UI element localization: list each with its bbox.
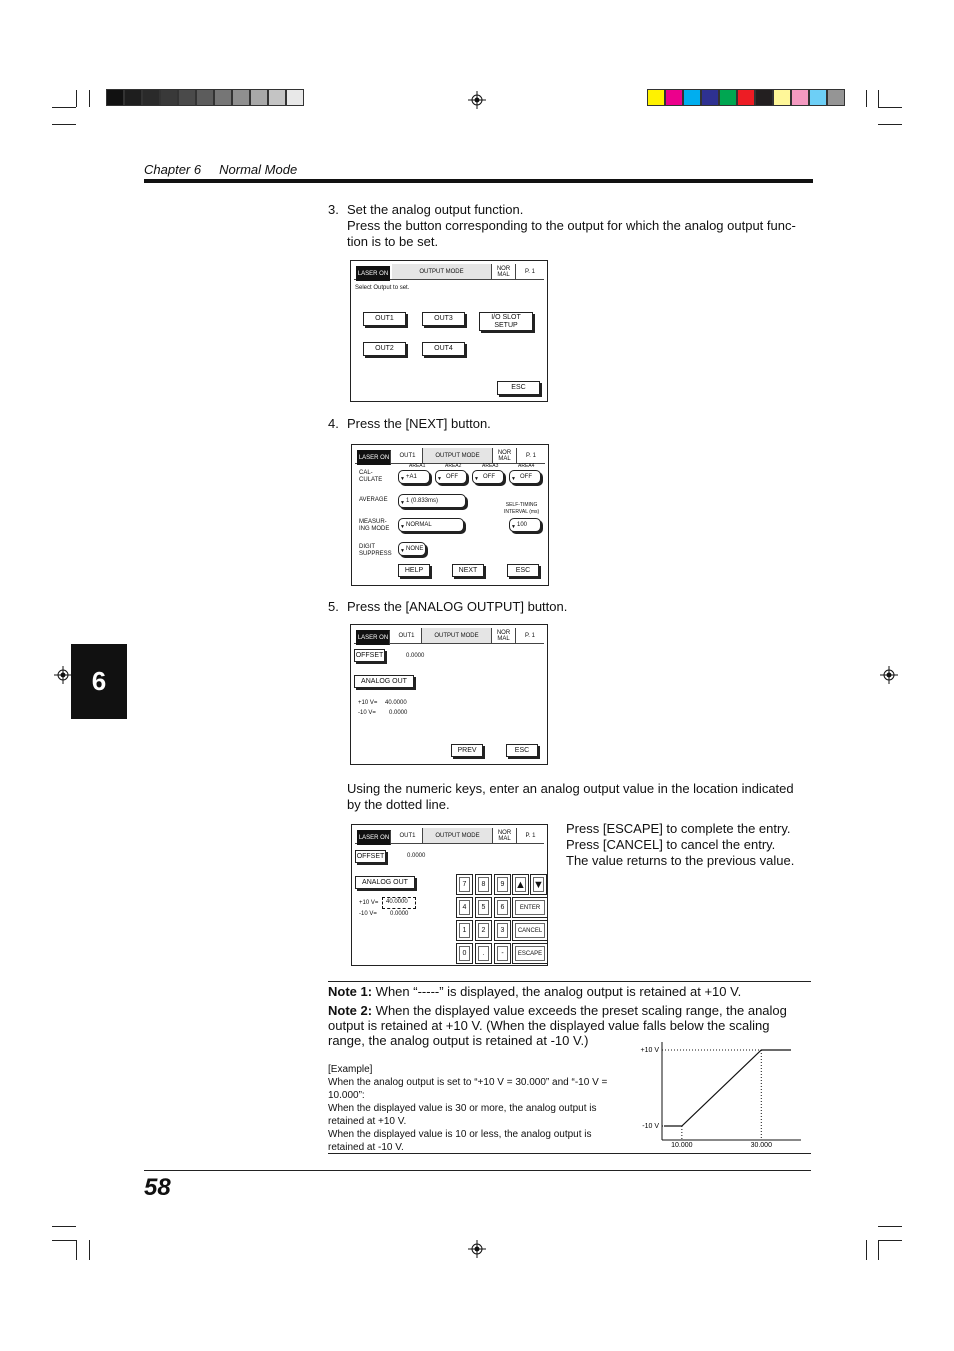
normal-indicator: NOR MAL bbox=[492, 628, 516, 643]
gray-swatch bbox=[124, 89, 142, 106]
dropdown-arrow-icon: ▼ bbox=[437, 476, 442, 482]
digit-suppress-select[interactable] bbox=[398, 542, 426, 556]
prev-button[interactable]: PREV bbox=[451, 744, 483, 757]
revert-line: The value returns to the previous value. bbox=[566, 853, 795, 868]
process-color-swatch bbox=[809, 89, 827, 106]
step-5 bbox=[328, 599, 808, 615]
area1-value: +A1 bbox=[406, 474, 417, 480]
output-select-screen bbox=[350, 260, 548, 402]
step-text: Press the [ANALOG OUTPUT] button. bbox=[347, 599, 568, 614]
page-indicator: P. 1 bbox=[525, 832, 536, 839]
chapter-tab: 6 bbox=[71, 644, 127, 719]
gray-swatch bbox=[160, 89, 178, 106]
gray-swatch bbox=[250, 89, 268, 106]
example-block bbox=[328, 1063, 628, 1154]
numeric-instruction: Using the numeric keys, enter an analog output value in the location indicated by the dotted line. bbox=[347, 781, 794, 812]
screen-status-bar bbox=[355, 448, 545, 464]
key-9[interactable]: 9 bbox=[494, 874, 511, 895]
step-text: Set the analog output function. bbox=[347, 202, 524, 217]
area1-label: AREA1 bbox=[409, 463, 426, 469]
registration-mark-top bbox=[468, 91, 486, 109]
mode-label: OUTPUT MODE bbox=[423, 828, 493, 843]
analog-output-screen bbox=[350, 624, 548, 765]
measuring-mode-value: NORMAL bbox=[406, 522, 432, 528]
x-tick-label: 30.000 bbox=[750, 1142, 772, 1149]
self-timing-value: 100 bbox=[517, 522, 528, 528]
gray-swatch bbox=[106, 89, 124, 106]
normal-indicator: NOR MAL bbox=[493, 828, 517, 843]
key-0[interactable]: 0 bbox=[456, 943, 473, 964]
area2-label: AREA2 bbox=[445, 463, 462, 469]
esc-button[interactable]: ESC bbox=[506, 744, 538, 757]
area2-select[interactable] bbox=[435, 470, 467, 484]
example-title: [Example] bbox=[328, 1064, 373, 1075]
out2-button[interactable]: OUT2 bbox=[363, 342, 406, 356]
average-label: AVERAGE bbox=[359, 497, 388, 503]
step-number: 3. bbox=[328, 202, 339, 217]
up-arrow-key[interactable] bbox=[512, 874, 529, 895]
plus-10v-label: +10 V= bbox=[359, 900, 379, 906]
process-color-swatch bbox=[773, 89, 791, 106]
screen-prompt: Select Output to set. bbox=[355, 285, 410, 291]
mode-label: OUTPUT MODE bbox=[423, 448, 493, 463]
page-number: 58 bbox=[144, 1174, 171, 1201]
page-indicator: P. 1 bbox=[525, 268, 535, 275]
minus-10v-value: 0.0000 bbox=[389, 710, 408, 716]
minus-10v-label: -10 V= bbox=[358, 710, 376, 716]
process-color-swatch bbox=[827, 89, 845, 106]
chapter-header bbox=[144, 162, 297, 177]
output-label: OUT1 bbox=[392, 628, 422, 643]
example-line-3: When the displayed value is 10 or less, the analog output is retained at -10 V. bbox=[328, 1129, 592, 1153]
escape-key[interactable]: ESCAPE bbox=[512, 943, 548, 964]
example-line-2: When the displayed value is 30 or more, the analog output is retained at +10 V. bbox=[328, 1103, 597, 1127]
enter-key[interactable]: ENTER bbox=[512, 897, 548, 918]
down-arrow-icon: ▼ bbox=[533, 878, 544, 891]
laser-on-indicator: LASER ON bbox=[356, 266, 390, 281]
chapter-label: Chapter 6 bbox=[144, 162, 202, 177]
mode-label: OUTPUT MODE bbox=[422, 628, 492, 643]
step-detail: Press the button corresponding to the output for which the analog output func- tion is to be set. bbox=[347, 218, 796, 249]
registration-mark-left bbox=[54, 666, 72, 684]
dropdown-arrow-icon: ▼ bbox=[400, 524, 405, 530]
analog-output-chart bbox=[636, 1038, 806, 1153]
analog-out-button[interactable]: ANALOG OUT bbox=[354, 675, 414, 688]
analog-out-button[interactable]: ANALOG OUT bbox=[355, 876, 415, 889]
output-line bbox=[664, 1050, 791, 1126]
output-label: OUT1 bbox=[393, 448, 423, 463]
note-1-label: Note 1: bbox=[328, 984, 373, 999]
digit-suppress-label: DIGIT SUPPRESS bbox=[359, 544, 392, 557]
key-6[interactable]: 6 bbox=[494, 897, 511, 918]
plus-10v-label: +10 V= bbox=[358, 700, 378, 706]
average-select[interactable] bbox=[398, 494, 466, 508]
offset-value: 0.0000 bbox=[407, 853, 426, 859]
dropdown-arrow-icon: ▼ bbox=[400, 500, 405, 506]
laser-on-indicator: LASER ON bbox=[357, 450, 391, 465]
measuring-mode-select[interactable] bbox=[398, 518, 464, 532]
key-8[interactable]: 8 bbox=[475, 874, 492, 895]
cancel-key[interactable]: CANCEL bbox=[512, 920, 548, 941]
area3-label: AREA3 bbox=[482, 463, 499, 469]
process-color-swatch bbox=[701, 89, 719, 106]
step-text: Press the [NEXT] button. bbox=[347, 416, 491, 431]
out4-button[interactable]: OUT4 bbox=[422, 342, 465, 356]
digit-suppress-value: NONE bbox=[406, 546, 424, 552]
offset-button[interactable]: OFFSET bbox=[355, 850, 386, 863]
process-color-swatch bbox=[755, 89, 773, 106]
screen-status-bar bbox=[355, 828, 544, 844]
key-7[interactable]: 7 bbox=[456, 874, 473, 895]
y-tick-label: -10 V bbox=[642, 1123, 659, 1130]
dropdown-arrow-icon: ▼ bbox=[474, 476, 479, 482]
footer-rule bbox=[144, 1170, 811, 1171]
dropdown-arrow-icon: ▼ bbox=[400, 548, 405, 554]
out3-button[interactable]: OUT3 bbox=[422, 312, 465, 326]
plus-10v-entry-field[interactable]: 40.0000 bbox=[382, 897, 416, 909]
screen-status-bar bbox=[354, 628, 544, 644]
note-1-text: When “-----” is displayed, the analog output is retained at +10 V. bbox=[372, 984, 742, 999]
dropdown-arrow-icon: ▼ bbox=[400, 476, 405, 482]
self-timing-label: SELF-TIMING INTERVAL (ms) bbox=[504, 502, 540, 515]
laser-on-indicator: LASER ON bbox=[357, 830, 391, 845]
page-indicator: P. 1 bbox=[526, 452, 536, 459]
offset-value: 0.0000 bbox=[406, 653, 425, 659]
normal-indicator: NOR MAL bbox=[493, 448, 517, 463]
next-button[interactable]: NEXT bbox=[452, 564, 484, 577]
area3-value: OFF bbox=[483, 474, 495, 480]
step-3 bbox=[328, 202, 808, 252]
gray-swatch bbox=[268, 89, 286, 106]
note-1 bbox=[328, 984, 811, 999]
x-tick-label: 10.000 bbox=[671, 1142, 693, 1149]
esc-button[interactable]: ESC bbox=[507, 564, 539, 577]
down-arrow-key[interactable] bbox=[530, 874, 547, 895]
numeric-entry-screen bbox=[351, 824, 548, 966]
output-mode-screen bbox=[351, 444, 549, 586]
average-value: 1 (0.833ms) bbox=[406, 498, 439, 504]
step-4 bbox=[328, 416, 808, 432]
esc-button[interactable]: ESC bbox=[497, 381, 540, 395]
laser-on-indicator: LASER ON bbox=[356, 630, 390, 645]
screen-status-bar bbox=[354, 264, 544, 280]
y-tick-label: +10 V bbox=[640, 1047, 659, 1054]
gray-swatch bbox=[232, 89, 250, 106]
normal-indicator: NOR MAL bbox=[492, 264, 516, 279]
section-label: Normal Mode bbox=[219, 162, 298, 177]
key-4[interactable]: 4 bbox=[456, 897, 473, 918]
up-arrow-icon: ▲ bbox=[515, 878, 526, 891]
process-color-swatch bbox=[647, 89, 665, 106]
offset-button[interactable]: OFFSET bbox=[354, 649, 385, 662]
note-2-text: When the displayed value exceeds the preset scaling range, the analog output is retained at +10 V. (When the displayed value falls below the scaling range, the analog output is retained at -10 V.) bbox=[328, 1003, 787, 1048]
area1-select[interactable] bbox=[398, 470, 430, 484]
escape-line: Press [ESCAPE] to complete the entry. bbox=[566, 821, 791, 836]
minus-10v-value: 0.0000 bbox=[390, 911, 409, 917]
gray-swatch bbox=[214, 89, 232, 106]
io-slot-setup-button[interactable]: I/O SLOT SETUP bbox=[479, 312, 533, 331]
process-color-swatch bbox=[683, 89, 701, 106]
dropdown-arrow-icon: ▼ bbox=[511, 476, 516, 482]
notes-bottom-rule bbox=[328, 1153, 811, 1154]
area2-value: OFF bbox=[446, 474, 458, 480]
example-line-1: When the analog output is set to “+10 V = 30.000” and “-10 V = 10.000”: bbox=[328, 1077, 608, 1101]
area4-select[interactable] bbox=[509, 470, 541, 484]
key-5[interactable]: 5 bbox=[475, 897, 492, 918]
dropdown-arrow-icon: ▼ bbox=[511, 524, 516, 530]
note-2-label: Note 2: bbox=[328, 1003, 373, 1018]
header-rule bbox=[144, 179, 813, 183]
page-indicator: P. 1 bbox=[525, 632, 535, 639]
cancel-line: Press [CANCEL] to cancel the entry. bbox=[566, 837, 776, 852]
registration-mark-right bbox=[880, 666, 898, 684]
minus-10v-label: -10 V= bbox=[359, 911, 377, 917]
area4-value: OFF bbox=[520, 474, 532, 480]
key-decimal[interactable]: . bbox=[475, 943, 492, 964]
process-color-swatch bbox=[719, 89, 737, 106]
key-minus[interactable]: - bbox=[494, 943, 511, 964]
plus-10v-value: 40.0000 bbox=[385, 700, 407, 706]
out1-button[interactable]: OUT1 bbox=[363, 312, 406, 326]
notes-top-rule bbox=[328, 981, 811, 982]
gray-swatch bbox=[142, 89, 160, 106]
process-color-swatch bbox=[791, 89, 809, 106]
area4-label: AREA4 bbox=[518, 463, 535, 469]
calculate-label: CAL- CULATE bbox=[359, 470, 383, 483]
key-3[interactable]: 3 bbox=[494, 920, 511, 941]
area3-select[interactable] bbox=[472, 470, 504, 484]
process-color-swatch bbox=[737, 89, 755, 106]
help-button[interactable]: HELP bbox=[398, 564, 430, 577]
gray-swatch bbox=[196, 89, 214, 106]
key-1[interactable]: 1 bbox=[456, 920, 473, 941]
step-number: 4. bbox=[328, 416, 339, 431]
step-number: 5. bbox=[328, 599, 339, 614]
output-label: OUT1 bbox=[393, 828, 423, 843]
measuring-mode-label: MEASUR- ING MODE bbox=[359, 519, 390, 532]
gray-swatch bbox=[178, 89, 196, 106]
process-color-swatch bbox=[665, 89, 683, 106]
gray-swatch bbox=[286, 89, 304, 106]
key-2[interactable]: 2 bbox=[475, 920, 492, 941]
escape-instructions bbox=[566, 821, 806, 869]
mode-label: OUTPUT MODE bbox=[392, 264, 492, 279]
registration-mark-bottom bbox=[468, 1240, 486, 1258]
self-timing-select[interactable] bbox=[509, 518, 541, 532]
